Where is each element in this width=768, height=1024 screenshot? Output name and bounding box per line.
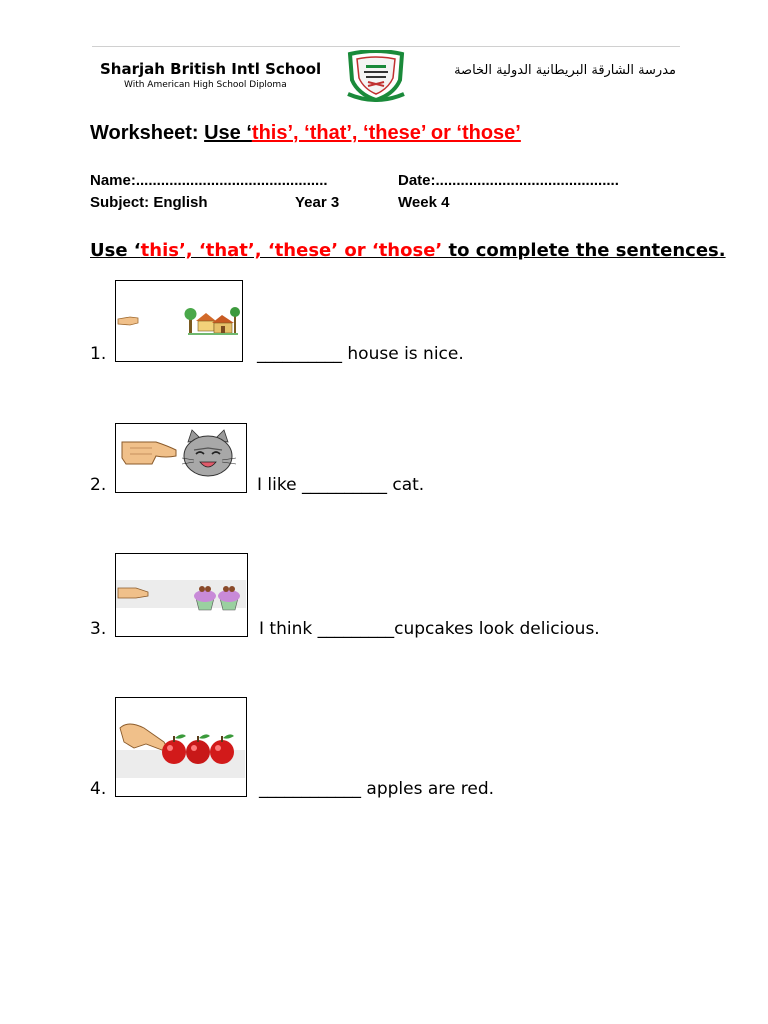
worksheet-title-prefix: Worksheet: <box>90 122 205 144</box>
school-crest-icon <box>344 50 408 102</box>
school-name-ar: مدرسة الشارقة البريطانية الدولية الخاصة <box>454 63 676 78</box>
question-3-picture <box>115 553 248 637</box>
year-label: Year 3 <box>295 194 340 211</box>
worksheet-title-words: this’, ‘that’, ‘these’ or ‘those’ <box>251 122 521 144</box>
question-2-number: 2. <box>90 475 107 495</box>
instruction-suffix: to complete the sentences. <box>448 240 726 261</box>
instruction <box>90 240 726 261</box>
worksheet-title-use: Use ‘ <box>204 122 252 144</box>
question-4-text: ____________ apples are red. <box>259 779 495 799</box>
date-field: Date:............................................ <box>398 172 619 189</box>
pointing-hand-near-cat-icon <box>116 424 245 491</box>
pointing-hand-far-cupcakes-icon <box>116 554 246 635</box>
school-name-en: Sharjah British Intl School <box>100 60 322 78</box>
instruction-prefix: Use ‘ <box>90 240 141 261</box>
week-label: Week 4 <box>398 194 450 211</box>
school-subtitle: With American High School Diploma <box>124 80 287 90</box>
question-3-number: 3. <box>90 619 107 639</box>
pointing-hand-near-apples-icon <box>116 698 245 795</box>
instruction-words: this’, ‘that’, ‘these’ or ‘those’ <box>140 240 449 261</box>
question-2-text: I like __________ cat. <box>257 475 425 495</box>
subject-label: Subject: English <box>90 194 208 211</box>
question-4-picture <box>115 697 247 797</box>
worksheet-title <box>90 122 521 145</box>
name-field: Name:.............................................. <box>90 172 328 189</box>
pointing-hand-far-house-icon <box>116 281 241 360</box>
question-1-picture <box>115 280 243 362</box>
question-1-number: 1. <box>90 344 107 364</box>
question-3-text: I think _________cupcakes look delicious. <box>259 619 600 639</box>
question-1-text: __________ house is nice. <box>257 344 464 364</box>
question-4-number: 4. <box>90 779 107 799</box>
header-divider <box>92 46 680 47</box>
question-2-picture <box>115 423 247 493</box>
